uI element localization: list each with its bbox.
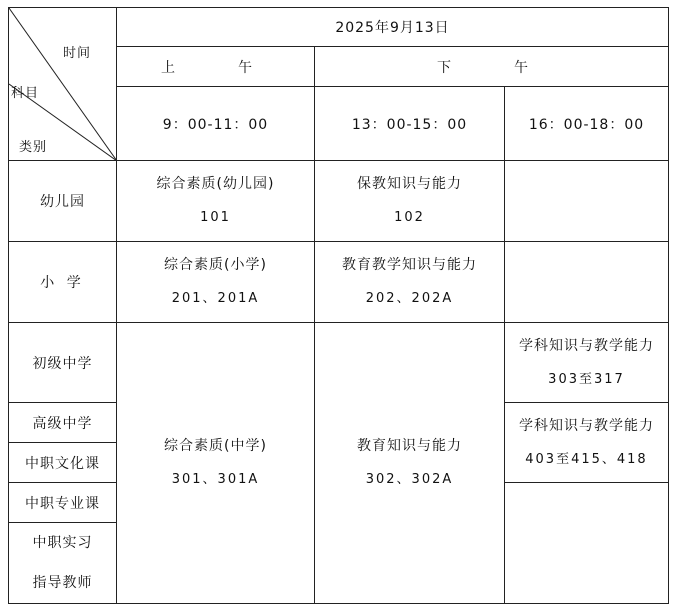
category-senior-high: 高级中学 <box>9 403 117 443</box>
afternoon-header: 下 午 <box>315 47 669 87</box>
kindergarten-slot2 <box>315 161 505 242</box>
kindergarten-slot1 <box>117 161 315 242</box>
category-vocational-culture: 中职文化课 <box>9 443 117 483</box>
subject-code: 102 <box>394 210 425 225</box>
subject-name: 综合素质(小学) <box>164 257 267 273</box>
subject-name: 保教知识与能力 <box>357 176 462 192</box>
subject-name: 学科知识与教学能力 <box>519 417 654 434</box>
corner-header-cell <box>9 8 117 161</box>
table-row <box>9 242 669 323</box>
secondary-slot1 <box>117 323 315 604</box>
primary-slot2 <box>315 242 505 323</box>
subject-code: 201、201A <box>171 291 260 306</box>
table-row <box>9 323 669 403</box>
junior-slot3 <box>505 323 669 403</box>
corner-time-label: 时间 <box>63 46 92 61</box>
morning-header: 上 午 <box>117 47 315 87</box>
secondary-slot2 <box>315 323 505 604</box>
time-slot-3: 16：00-18：00 <box>505 87 669 161</box>
exam-schedule <box>8 7 669 604</box>
subject-code: 403至415、418 <box>525 451 648 467</box>
subject-code: 302、302A <box>365 472 454 487</box>
category-line-2: 指导教师 <box>32 575 93 591</box>
category-vocational-intern <box>9 523 117 604</box>
category-line-1: 中职实习 <box>32 535 93 551</box>
subject-name: 学科知识与教学能力 <box>519 337 654 354</box>
senior-slot3 <box>505 403 669 483</box>
time-slot-1: 9：00-11：00 <box>117 87 315 161</box>
subject-code: 303至317 <box>548 371 625 387</box>
subject-code: 202、202A <box>365 291 454 306</box>
vocational-slot3-empty <box>505 483 669 604</box>
exam-date-header: 2025年9月13日 <box>117 8 669 47</box>
table-row <box>9 161 669 242</box>
category-vocational-major: 中职专业课 <box>9 483 117 523</box>
subject-name: 综合素质(中学) <box>164 438 267 454</box>
kindergarten-slot3-empty <box>505 161 669 242</box>
primary-slot3-empty <box>505 242 669 323</box>
subject-name: 综合素质(幼儿园) <box>156 176 275 192</box>
subject-code: 101 <box>200 210 231 225</box>
category-primary: 小 学 <box>9 242 117 323</box>
primary-slot1 <box>117 242 315 323</box>
category-kindergarten: 幼儿园 <box>9 161 117 242</box>
subject-code: 301、301A <box>171 472 260 487</box>
time-slot-2: 13：00-15：00 <box>315 87 505 161</box>
corner-subject-label: 科目 <box>11 86 40 101</box>
schedule-table <box>8 7 669 604</box>
subject-name: 教育教学知识与能力 <box>342 257 477 273</box>
subject-name: 教育知识与能力 <box>357 438 462 454</box>
category-junior-high: 初级中学 <box>9 323 117 403</box>
corner-category-label: 类别 <box>19 140 48 155</box>
